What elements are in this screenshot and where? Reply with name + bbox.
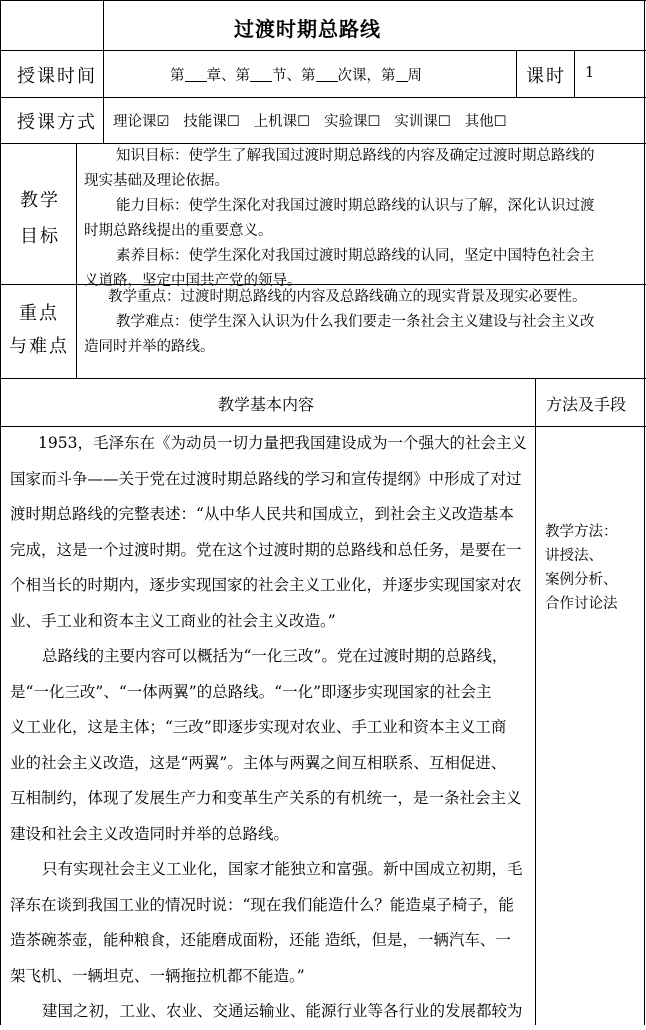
content-line: 造茶碗茶壶，能种粮食，还能磨成面粉，还能 造纸，但是，一辆汽车、一 <box>10 931 511 949</box>
table-border-top <box>0 0 646 1</box>
schedule-part: 第 <box>170 68 185 84</box>
content-line: 业、手工业和资本主义工商业的社会主义改造。” <box>10 611 336 630</box>
mode-option-practical[interactable]: 实训课☐ <box>394 114 451 130</box>
mode-option-theory[interactable]: 理论课☑ <box>113 114 170 130</box>
column-divider <box>574 50 575 97</box>
content-line: 泽东在谈到我国工业的情况时说：“现在我们能造什么？能造桌子椅子，能 <box>10 895 514 914</box>
content-line: 架飞机、一辆坦克、一辆拖拉机都不能造。” <box>10 966 305 985</box>
key-points-line: 教学重点：过渡时期总路线的内容及总路线确立的现实背景及现实必要性。 <box>108 289 587 305</box>
method-header: 方法及手段 <box>546 395 627 414</box>
table-border-right <box>644 0 645 1025</box>
schedule-part: 次课，第 <box>337 68 396 84</box>
column-divider <box>535 378 536 1025</box>
blank-field <box>396 80 408 82</box>
content-line: 个相当长的时期内，逐步实现国家的社会主义工业化，并逐步实现国家对农 <box>10 576 522 594</box>
column-divider <box>516 50 517 97</box>
objectives-line: 时期总路线提出的重要意义。 <box>84 223 273 239</box>
objectives-line: 义道路，坚定中国共产党的领导。 <box>84 273 302 289</box>
mode-option-experiment[interactable]: 实验课☐ <box>323 114 381 130</box>
key-points-text <box>84 285 595 360</box>
content-line: 义工业化，这是主体；“三改”即逐步实现对农业、手工业和资本主义工商 <box>10 718 507 736</box>
objectives-line: 能力目标：使学生深化对我国过渡时期总路线的认识与了解，深化认识过渡 <box>116 198 595 214</box>
content-line: 渡时期总路线的完整表述：“从中华人民共和国成立，到社会主义改造基本 <box>10 505 514 523</box>
schedule-part: 章、第 <box>206 68 250 84</box>
method-line: 教学方法： <box>545 524 618 540</box>
mode-option-other[interactable]: 其他☐ <box>464 114 507 130</box>
content-line: 国家而斗争——关于党在过渡时期总路线的学习和宣传提纲》中形成了对过 <box>10 469 522 488</box>
mode-option-computer[interactable]: 上机课☐ <box>253 114 311 130</box>
content-line: 完成，这是一个过渡时期。党在这个过渡时期的总路线和总任务，是要在一 <box>10 540 522 559</box>
method-line: 案例分析、 <box>545 572 618 588</box>
checkbox-icon: ☐ <box>437 114 451 130</box>
objectives-label: 教学 目标 <box>20 190 60 247</box>
mode-options <box>113 110 507 131</box>
content-line: 建设和社会主义改造同时并举的总路线。 <box>10 824 290 843</box>
row-divider <box>0 378 646 379</box>
schedule-label: 授课时间 <box>17 66 97 87</box>
key-points-label: 重点 与难点 <box>9 303 69 357</box>
blank-field <box>250 80 272 82</box>
column-divider <box>76 143 77 378</box>
method-line: 讲授法、 <box>545 548 603 564</box>
hours-label: 课时 <box>526 66 566 87</box>
checkbox-icon: ☐ <box>367 114 381 130</box>
content-line: 只有实现社会主义工业化，国家才能独立和富强。新中国成立初期，毛 <box>42 860 523 878</box>
checkbox-icon: ☐ <box>297 114 311 130</box>
content-body <box>10 426 530 1030</box>
row-divider <box>0 97 646 98</box>
blank-field <box>185 80 207 82</box>
key-points-line: 造同时并举的路线。 <box>84 339 215 355</box>
checkbox-icon: ☐ <box>226 114 240 130</box>
method-line: 合作讨论法 <box>545 596 618 612</box>
method-text <box>545 520 618 616</box>
blank-field <box>316 80 338 82</box>
content-line: 是“一化三改”、“一体两翼”的总路线。“一化”即逐步实现国家的社会主 <box>10 682 492 701</box>
mode-option-skill[interactable]: 技能课☐ <box>183 114 240 130</box>
table-border-left <box>0 0 1 1025</box>
content-line: 建国之初，工业、农业、交通运输业、能源行业等各行业的发展都较为 <box>42 1002 523 1020</box>
objectives-line: 素养目标：使学生深化对我国过渡时期总路线的认同，坚定中国特色社会主 <box>116 248 595 264</box>
objectives-line: 现实基础及理论依据。 <box>84 173 229 189</box>
schedule-text <box>170 64 422 85</box>
content-header: 教学基本内容 <box>218 395 315 414</box>
objectives-line: 知识目标：使学生了解我国过渡时期总路线的内容及确定过渡时期总路线的 <box>116 148 595 164</box>
row-divider <box>0 50 646 51</box>
key-points-line: 教学难点：使学生深入认识为什么我们要走一条社会主义建设与社会主义改 <box>116 314 595 330</box>
objectives-text <box>84 144 595 294</box>
checkbox-checked-icon: ☑ <box>156 114 170 130</box>
content-line: 总路线的主要内容可以概括为“一化三改”。党在过渡时期的总路线， <box>42 647 508 665</box>
content-line: 互相制约，体现了发展生产力和变革生产关系的有机统一，是一条社会主义 <box>10 789 522 807</box>
column-divider <box>103 0 104 143</box>
hours-value: 1 <box>585 65 595 81</box>
schedule-part: 节、第 <box>272 68 316 84</box>
content-line: 业的社会主义改造，这是“两翼”。主体与两翼之间互相联系、互相促进、 <box>10 753 507 772</box>
page-title: 过渡时期总路线 <box>234 17 381 41</box>
checkbox-icon: ☐ <box>493 114 507 130</box>
schedule-part: 周 <box>407 68 422 84</box>
content-line: 1953，毛泽东在《为动员一切力量把我国建设成为一个强大的社会主义 <box>38 434 527 452</box>
mode-label: 授课方式 <box>17 112 97 133</box>
